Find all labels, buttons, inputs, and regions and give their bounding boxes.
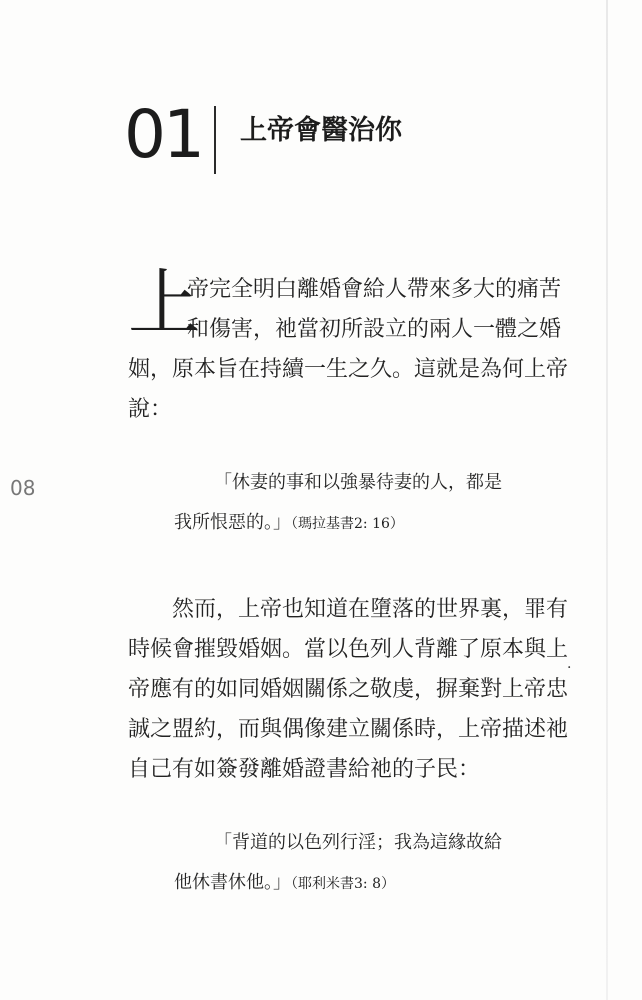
- quote2-line1: 「背道的以色列行淫；我為這緣故給: [214, 832, 502, 853]
- quote2-line2: [174, 863, 395, 904]
- chapter-divider: [214, 106, 216, 174]
- paragraph1-line4: 說：: [128, 397, 173, 422]
- margin-mark: ·: [567, 660, 572, 676]
- quote2-citation: （耶利米書3: 8）: [291, 876, 395, 892]
- quote1-line1: 「休妻的事和以強暴待妻的人，都是: [214, 472, 502, 493]
- paragraph2-line1: 然而，上帝也知道在墮落的世界裏，罪有: [172, 597, 569, 622]
- paragraph2-line3: 帝應有的如同婚姻關係之敬虔，摒棄對上帝忠: [128, 677, 569, 702]
- paragraph1-line2: 和傷害，祂當初所設立的兩人一體之婚: [187, 317, 562, 342]
- paragraph2-line5: 自己有如簽發離婚證書給祂的子民：: [128, 757, 481, 782]
- quote1-citation: （瑪拉基書2: 16）: [291, 516, 404, 532]
- paragraph1-line1: 帝完全明白離婚會給人帶來多大的痛苦: [187, 277, 562, 302]
- drop-cap: 上: [128, 261, 201, 345]
- page-number: 08: [10, 476, 36, 500]
- quote1-text: 我所恨惡的。」: [174, 512, 291, 533]
- quote2-text: 他休書休他。」: [174, 872, 291, 893]
- paragraph1-line3: 姻，原本旨在持續一生之久。這就是為何上帝: [128, 357, 569, 382]
- quote1-line2: [174, 503, 404, 544]
- paragraph2-line2: 時候會摧毀婚姻。當以色列人背離了原本與上: [128, 637, 569, 662]
- chapter-title: 上帝會醫治你: [240, 115, 402, 146]
- chapter-number: 01: [124, 96, 202, 173]
- page-fold-shadow: [606, 0, 608, 1000]
- paragraph2-line4: 誠之盟約，而與偶像建立關係時，上帝描述祂: [128, 717, 569, 742]
